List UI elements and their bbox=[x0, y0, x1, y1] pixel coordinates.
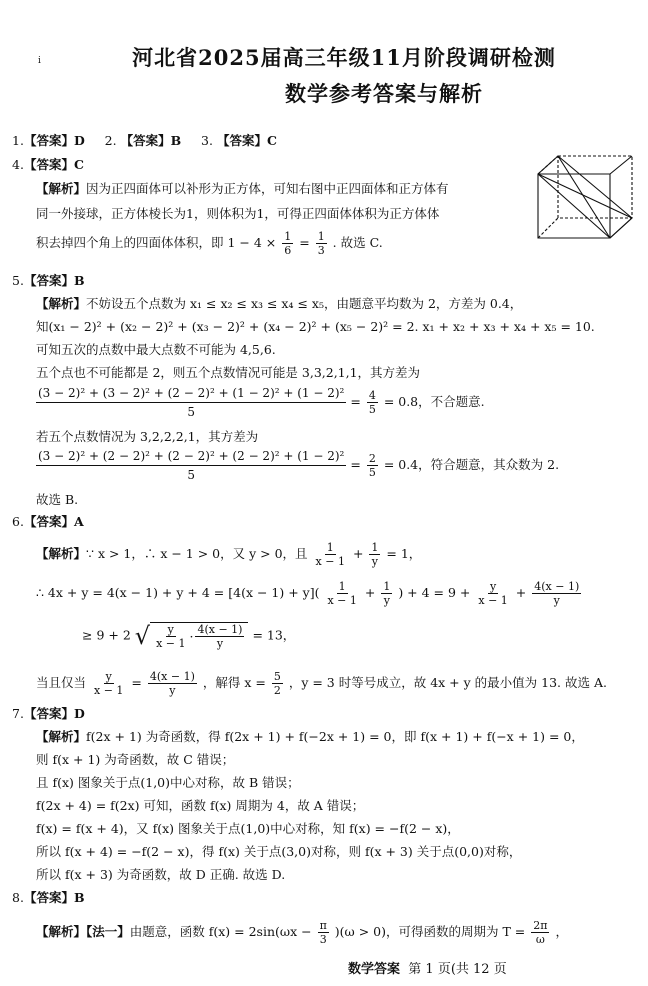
q5-frac-b-eq: = bbox=[350, 457, 361, 472]
q6-f11-den: 2 bbox=[273, 684, 281, 697]
q8-frac-1 bbox=[318, 919, 329, 946]
q4-line-1 bbox=[36, 180, 449, 198]
q5-line-3: 可知五次的点数中最大点数不可能为 4,5,6. bbox=[36, 342, 276, 357]
tetra-edge-3 bbox=[538, 156, 558, 174]
q4-f2-den: 3 bbox=[317, 244, 325, 257]
q7-analysis-tag: 【解析】 bbox=[36, 729, 87, 744]
q6-frac-1 bbox=[314, 541, 347, 568]
q6-number: 6. bbox=[12, 514, 24, 529]
q6-f9-num: y bbox=[105, 670, 112, 683]
tetra-edge-6 bbox=[610, 218, 632, 238]
q5-line-6: 故选 B. bbox=[36, 492, 79, 507]
q6-f2-num: 1 bbox=[371, 541, 379, 554]
q6-text-1b: = 1， bbox=[386, 546, 422, 561]
q7-line-1 bbox=[36, 728, 584, 746]
q6-f6-den: y bbox=[553, 594, 560, 607]
q6-radicand bbox=[150, 622, 248, 650]
q7-line-7: 所以 f(x + 3) 为奇函数，故 D 正确. 故选 D. bbox=[36, 867, 286, 882]
q4-text-1: 因为正四面体可以补形为正方体，可知右图中正四面体和正方体有 bbox=[86, 181, 449, 196]
q4-f1-num: 1 bbox=[284, 230, 292, 243]
q7-line-4: f(2x + 4) = f(2x) 可知，函数 f(x) 周期为 4，故 A 错误； bbox=[36, 798, 365, 813]
q5-analysis-tag: 【解析】 bbox=[36, 296, 87, 311]
q6-line-2 bbox=[36, 580, 583, 607]
q5-frac-b-num: (3 − 2)² + (2 − 2)² + (2 − 2)² + (2 − 2)² + (1 − 2)² bbox=[36, 447, 346, 466]
q7-line-6: 所以 f(x + 4) = −f(2 − x)，得 f(x) 关于点(3,0)对称，则 f(x + 3) 关于点(0,0)对称， bbox=[36, 844, 522, 859]
q6-frac-4 bbox=[381, 580, 392, 607]
q8-answer-line bbox=[12, 889, 85, 907]
q4-f1-den: 6 bbox=[284, 244, 292, 257]
q6-text-3a: ≥ 9 + 2 bbox=[82, 627, 131, 643]
q6-text-2a: ∴ 4x + y = 4(x − 1) + y + 4 = [4(x − 1) + y]( bbox=[36, 585, 320, 600]
q7-number: 7. bbox=[12, 706, 24, 721]
q4-fraction-2 bbox=[316, 230, 327, 257]
footer-label: 数学答案 bbox=[348, 962, 401, 977]
page-footer bbox=[348, 958, 507, 977]
q6-f3-den: x − 1 bbox=[327, 594, 357, 607]
q6-answer: 【答案】A bbox=[23, 514, 84, 529]
q6-f8-den: y bbox=[216, 637, 224, 650]
q5-frac-a2-den: 5 bbox=[368, 403, 376, 416]
q6-line-4 bbox=[36, 670, 607, 697]
q6-text-2b: ) + 4 = 9 + bbox=[398, 585, 471, 600]
cube-edge-b bbox=[610, 156, 632, 174]
q5-answer: 【答案】B bbox=[23, 273, 85, 288]
cube-edge-d bbox=[538, 218, 558, 238]
q8-method-tag: 【法一】 bbox=[86, 924, 130, 939]
q6-f1-den: x − 1 bbox=[315, 555, 345, 568]
page-subtitle: 数学参考答案与解析 bbox=[285, 81, 483, 106]
q6-frac-10 bbox=[148, 670, 197, 697]
q1-number: 1. bbox=[12, 133, 24, 148]
q4-line-2: 同一外接球，正方体棱长为1，则体积为1，可得正四面体体积为正方体体 bbox=[36, 206, 440, 221]
q6-frac-7 bbox=[154, 623, 187, 650]
q5-frac-b-tail: = 0.4，符合题意，其众数为 2. bbox=[383, 457, 560, 472]
q5-frac-a bbox=[36, 384, 346, 421]
q6-frac-6 bbox=[532, 580, 581, 607]
tetra-edge-1 bbox=[558, 156, 610, 238]
q6-text-1a: ∵ x > 1，∴ x − 1 > 0，又 y > 0，且 bbox=[86, 546, 308, 561]
q7-line-3: 且 f(x) 图象关于点(1,0)中心对称，故 B 错误； bbox=[36, 775, 300, 790]
q4-fraction-1 bbox=[282, 230, 293, 257]
q6-f4-num: 1 bbox=[383, 580, 391, 593]
q6-plus-2: + bbox=[364, 585, 376, 600]
q5-line-1 bbox=[36, 295, 522, 313]
sqrt-sign-icon: √ bbox=[134, 622, 151, 650]
q6-f3-num: 1 bbox=[338, 580, 346, 593]
q8-f2-den: ω bbox=[535, 933, 545, 946]
q5-frac-b2 bbox=[367, 452, 378, 479]
q4-text-3b: . 故选 C. bbox=[332, 235, 383, 250]
q6-f7-num: y bbox=[167, 623, 174, 636]
q4-text-3a: 积去掉四个角上的四面体体积，即 1 − 4 × bbox=[36, 235, 277, 250]
q8-number: 8. bbox=[12, 890, 24, 905]
q6-f2-den: y bbox=[371, 555, 379, 568]
q8-text-1a: 由题意，函数 f(x) = 2sin(ωx − bbox=[129, 924, 312, 939]
tetra-edge-4 bbox=[538, 174, 610, 238]
q6-frac-3 bbox=[325, 580, 358, 607]
q6-sqrt bbox=[135, 622, 249, 650]
cube-tetrahedron-figure bbox=[532, 152, 638, 244]
q3-number: 3. bbox=[201, 133, 213, 148]
q5-line-4: 五个点也不可能都是 2，则五个点数情况可能是 3,3,2,1,1，其方差为 bbox=[36, 365, 421, 380]
q6-f6-num: 4(x − 1) bbox=[534, 580, 580, 593]
q8-frac-2 bbox=[531, 919, 549, 946]
q6-f10-den: y bbox=[169, 684, 176, 697]
q8-line-1 bbox=[36, 919, 568, 946]
q6-frac-2 bbox=[369, 541, 380, 568]
q8-f1-num: π bbox=[319, 919, 327, 932]
tetra-edge-5 bbox=[538, 174, 632, 218]
q6-frac-9 bbox=[92, 670, 125, 697]
q4-analysis-tag: 【解析】 bbox=[36, 181, 87, 196]
q6-line-3 bbox=[82, 622, 295, 650]
q6-dot: · bbox=[189, 628, 194, 644]
q4-answer-line bbox=[12, 156, 84, 174]
q5-frac-a-den: 5 bbox=[187, 405, 195, 419]
corner-mark: ⅰ bbox=[38, 56, 41, 66]
q6-f8-num: 4(x − 1) bbox=[197, 623, 243, 636]
q6-frac-5 bbox=[476, 580, 509, 607]
q6-plus-3: + bbox=[515, 585, 527, 600]
q6-text-4a: 当且仅当 bbox=[36, 675, 87, 690]
q5-variance-a bbox=[36, 384, 485, 421]
q8-f2-num: 2π bbox=[533, 919, 548, 932]
q7-line-5: f(x) = f(x + 4)，又 f(x) 图象关于点(1,0)中心对称，知 f(x) = −f(2 − x)， bbox=[36, 821, 460, 836]
q1-answer: 【答案】D bbox=[23, 133, 85, 148]
q6-text-3b: = 13， bbox=[252, 627, 296, 643]
q6-text-4b: ，解得 x = bbox=[202, 675, 266, 690]
q6-eq: = bbox=[131, 675, 142, 690]
q8-analysis-tag: 【解析】 bbox=[36, 924, 87, 939]
q5-frac-b2-num: 2 bbox=[368, 452, 376, 465]
q6-text-4c: ，y = 3 时等号成立，故 4x + y 的最小值为 13. 故选 A. bbox=[288, 675, 607, 690]
q4-line-3 bbox=[36, 230, 383, 257]
q8-text-1b: )(ω > 0)，可得函数的周期为 T = bbox=[334, 924, 526, 939]
q5-frac-b2-den: 5 bbox=[368, 466, 376, 479]
footer-page-number: 第 1 页(共 12 页 bbox=[408, 962, 507, 977]
q6-f4-den: y bbox=[383, 594, 390, 607]
q5-frac-a-num: (3 − 2)² + (3 − 2)² + (2 − 2)² + (1 − 2)² + (1 − 2)² bbox=[36, 384, 346, 403]
q2-number: 2. bbox=[104, 133, 117, 148]
q5-frac-a-eq: = bbox=[350, 394, 361, 409]
q8-f1-den: 3 bbox=[319, 933, 327, 946]
q5-frac-b-den: 5 bbox=[187, 468, 195, 482]
q4-number: 4. bbox=[12, 157, 24, 172]
q6-frac-11 bbox=[272, 670, 283, 697]
q6-line-1 bbox=[36, 541, 421, 568]
q6-f7-den: x − 1 bbox=[156, 637, 186, 650]
q6-f1-num: 1 bbox=[326, 541, 334, 554]
q5-number: 5. bbox=[12, 273, 24, 288]
q3-answer: 【答案】C bbox=[216, 133, 277, 148]
q5-line-2: 知(x₁ − 2)² + (x₂ − 2)² + (x₃ − 2)² + (x₄ − 2)² + (x₅ − 2)² = 2. x₁ + x₂ + x₃ + x₄ + x₅ = 10. bbox=[36, 319, 595, 334]
q7-line-2: 则 f(x + 1) 为奇函数，故 C 错误； bbox=[36, 752, 235, 767]
page-title: 河北省2025届高三年级11月阶段调研检测 bbox=[132, 45, 556, 70]
q8-text-1c: ， bbox=[555, 924, 568, 939]
q6-frac-8 bbox=[195, 623, 244, 650]
q7-answer: 【答案】D bbox=[23, 706, 85, 721]
q8-answer: 【答案】B bbox=[23, 890, 85, 905]
q5-text-1: 不妨设五个点数为 x₁ ≤ x₂ ≤ x₃ ≤ x₄ ≤ x₅，由题意平均数为 2，方差为 0.4， bbox=[86, 296, 523, 311]
q7-answer-line bbox=[12, 705, 85, 723]
q6-f9-den: x − 1 bbox=[94, 684, 124, 697]
q5-line-5: 若五个点数情况为 3,2,2,2,1，其方差为 bbox=[36, 429, 259, 444]
q5-variance-b bbox=[36, 447, 559, 484]
q5-frac-a2 bbox=[367, 389, 378, 416]
q2-answer: 【答案】B bbox=[120, 133, 182, 148]
q6-answer-line bbox=[12, 513, 84, 531]
q5-frac-a2-num: 4 bbox=[368, 389, 376, 402]
q4-answer: 【答案】C bbox=[23, 157, 84, 172]
q6-f5-den: x − 1 bbox=[478, 594, 508, 607]
q4-f2-num: 1 bbox=[317, 230, 325, 243]
q6-f11-num: 5 bbox=[273, 670, 281, 683]
q5-answer-line bbox=[12, 272, 85, 290]
q5-frac-a-tail: = 0.8，不合题意. bbox=[383, 394, 485, 409]
q4-equals: = bbox=[299, 235, 310, 250]
q7-text-1: f(2x + 1) 为奇函数，得 f(2x + 1) + f(−2x + 1) = 0，即 f(x + 1) + f(−x + 1) = 0， bbox=[86, 729, 584, 744]
answers-1-3 bbox=[12, 132, 277, 150]
q6-analysis-tag: 【解析】 bbox=[36, 546, 87, 561]
q5-frac-b bbox=[36, 447, 346, 484]
q6-f5-num: y bbox=[489, 580, 497, 593]
q6-f10-num: 4(x − 1) bbox=[149, 670, 195, 683]
q6-plus: + bbox=[352, 546, 364, 561]
